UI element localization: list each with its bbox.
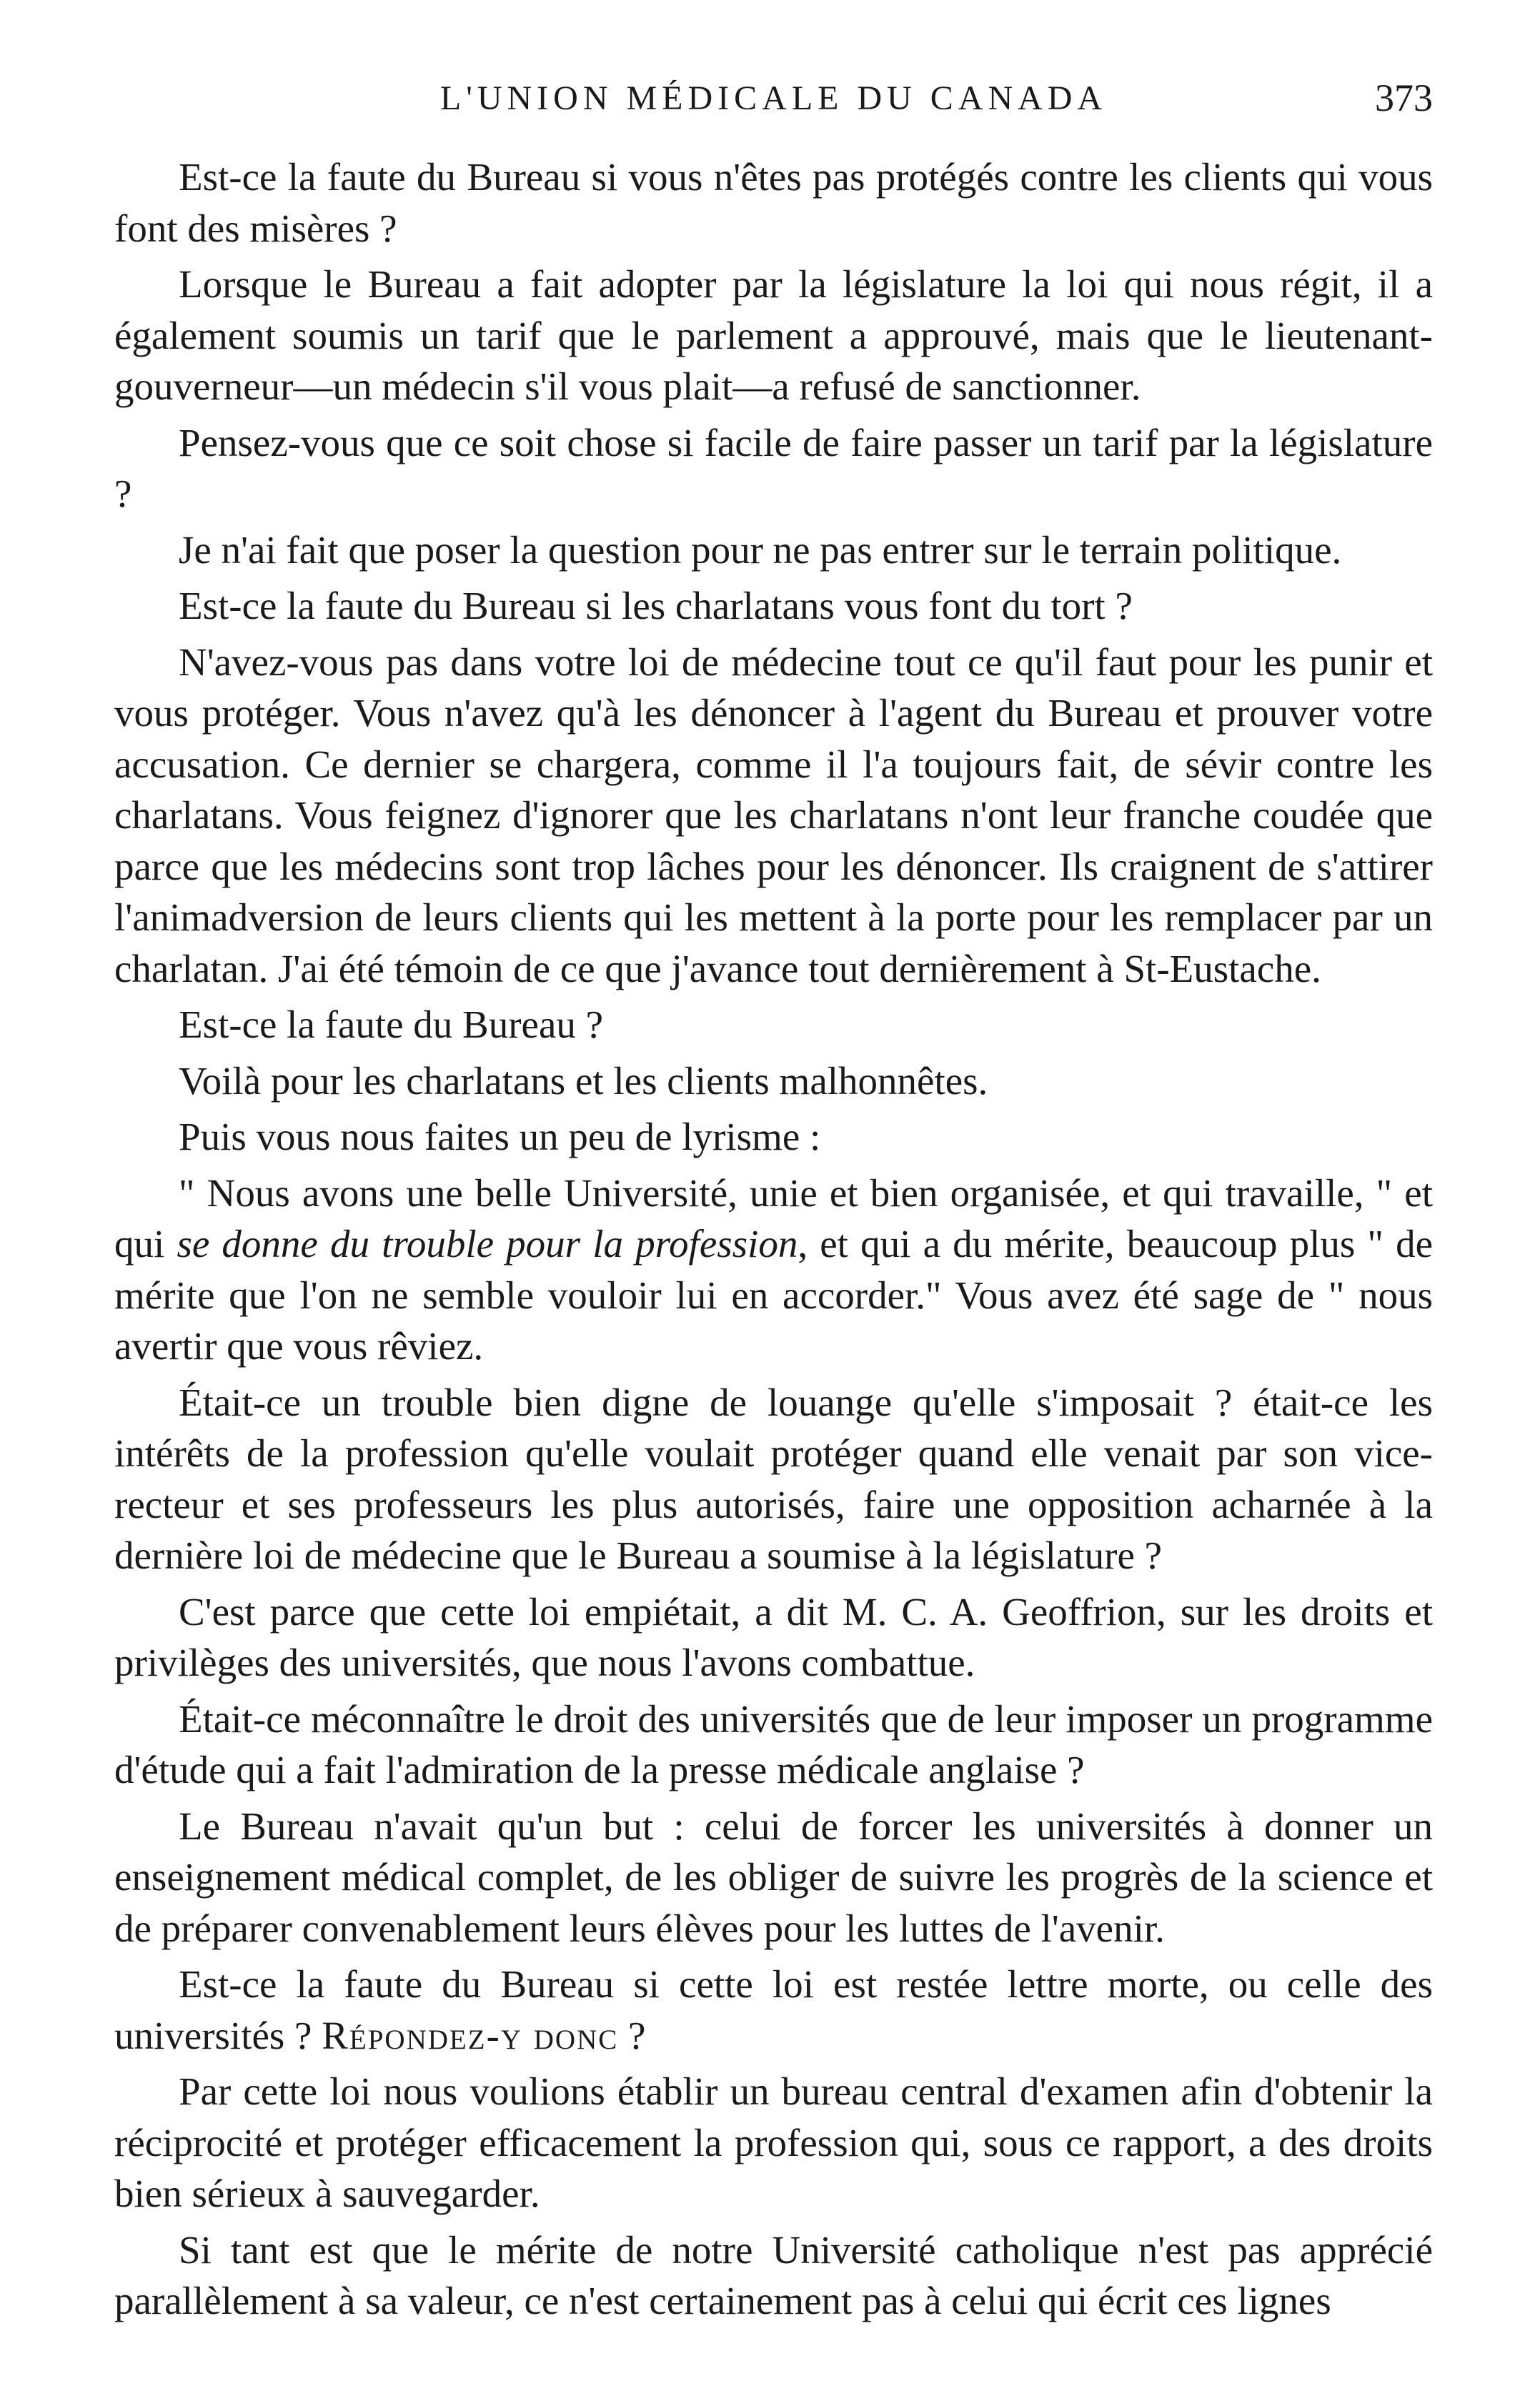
page-header (114, 76, 1433, 129)
small-caps-phrase: Répondez-y donc (322, 2013, 619, 2057)
paragraph: Lorsque le Bureau a fait adopter par la législature la loi qui nous régit, il a également soumis un tarif que le parlement a approuvé, mais que le lieutenant-gouverneur—un médecin s'il vous plait—a refusé de sanctionner. (114, 262, 1433, 408)
paragraph: Est-ce la faute du Bureau si les charlatans vous font du tort ? (179, 584, 1133, 627)
quote-text: , et qui a du mérite, beaucoup plus " de mérite que l'on ne semble vouloir lui en accorder." Vous avez été sage de " nous avertir que vous rêviez. (114, 1222, 1433, 1368)
running-title: L'UNION MÉDICALE DU CANADA (439, 79, 1108, 117)
paragraph: Si tant est que le mérite de notre Université catholique n'est pas apprécié parallèlement à sa valeur, ce n'est certainement pas à celui qui écrit ces lignes (114, 2227, 1433, 2322)
paragraph-text: ? (618, 2013, 646, 2057)
paragraph: Est-ce la faute du Bureau ? (179, 1003, 604, 1046)
paragraph: Était-ce un trouble bien digne de louange qu'elle s'imposait ? était-ce les intérêts de la profession qu'elle voulait protéger quand elle venait par son vice-recteur et ses professeurs les plus autorisés, faire une opposition acharnée à la dernière loi de médecine que le Bureau a soumise à la législature ? (114, 1380, 1433, 1577)
italic-phrase: se donne du trouble pour la profession (177, 1222, 798, 1266)
paragraph: Pensez-vous que ce soit chose si facile de faire passer un tarif par la législature ? (114, 420, 1433, 515)
paragraph: Était-ce méconnaître le droit des universités que de leur imposer un programme d'étude qui a fait l'admiration de la presse médicale anglaise ? (114, 1696, 1433, 1791)
paragraph: Par cette loi nous voulions établir un bureau central d'examen afin d'obtenir la réciprocité et protéger efficacement la profession qui, sous ce rapport, a des droits bien sérieux à sauvegarder. (114, 2069, 1433, 2215)
paragraph (114, 1959, 1433, 2061)
paragraph: C'est parce que cette loi empiétait, a dit M. C. A. Geoffrion, sur les droits et privilèges des universités, que nous l'avons combattue. (114, 1589, 1433, 1684)
body-text (114, 151, 1433, 2327)
paragraph-text: Est-ce la faute du Bureau si cette loi est restée lettre morte, ou celle des universités ? (114, 1962, 1433, 2057)
paragraph: Est-ce la faute du Bureau si vous n'êtes pas protégés contre les clients qui vous font des misères ? (114, 155, 1433, 250)
paragraph: Je n'ai fait que poser la question pour ne pas entrer sur le terrain politique. (179, 527, 1342, 572)
quote-text: " Nous avons une belle Université, unie et bien organisée, et qui travaille, " et qui (114, 1170, 1433, 1266)
paragraph: Puis vous nous faites un peu de lyrisme : (179, 1115, 821, 1158)
quoted-paragraph (114, 1168, 1433, 1372)
paragraph: Voilà pour les charlatans et les clients malhonnêtes. (179, 1058, 988, 1103)
paragraph: N'avez-vous pas dans votre loi de médecine tout ce qu'il faut pour les punir et vous protéger. Vous n'avez qu'à les dénoncer à l'agent du Bureau et prouver votre accusation. Ce dernier se chargera, comme il l'a toujours fait, de sévir contre les charlatans. Vous feignez d'ignorer que les charlatans n'ont leur franche coudée que parce que les médecins sont trop lâches pour les dénoncer. Ils craignent de s'attirer l'animadversion de leurs clients qui les mettent à la porte pour les remplacer par un charlatan. J'ai été témoin de ce que j'avance tout dernièrement à St-Eustache. (114, 640, 1433, 990)
page-number: 373 (1375, 76, 1433, 119)
paragraph: Le Bureau n'avait qu'un but : celui de forcer les universités à donner un enseignement médical complet, de les obliger de suivre les progrès de la science et de préparer convenablement leurs élèves pour les luttes de l'avenir. (114, 1804, 1433, 1950)
